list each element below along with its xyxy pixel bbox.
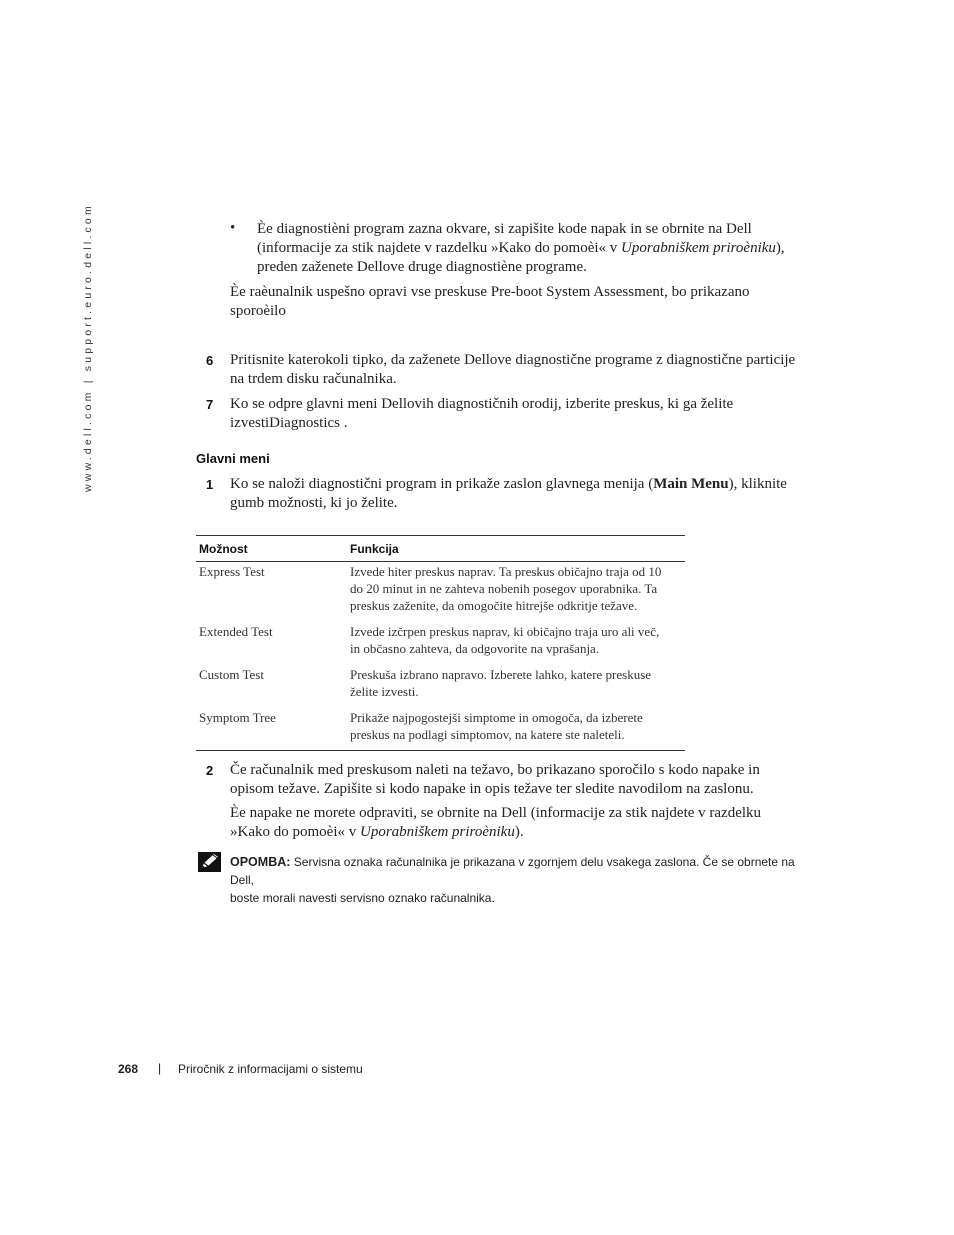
- column-header: Možnost: [199, 541, 248, 556]
- table-row: [196, 622, 685, 665]
- step-text: [230, 351, 830, 389]
- step-line: izvestiDiagnostics .: [230, 415, 348, 431]
- step-line: Pritisnite katerokoli tipko, da zaženete Dellove diagnostične programe z diagnostične particije: [230, 352, 796, 368]
- function-cell: Prikaže najpogostejši simptome in omogoča, da izberete preskus na podlagi simptomov, na katere ste naleteli.: [350, 710, 643, 742]
- note-pencil-icon: [198, 852, 221, 872]
- menu-name: Main Menu: [653, 476, 729, 492]
- footer-separator: |: [158, 1061, 162, 1075]
- table-row: [196, 562, 685, 622]
- table-row: [196, 708, 685, 750]
- step-text: [230, 804, 820, 842]
- bullet-line: Èe diagnostièni program zazna okvare, si zapišite kode napak in se obrnite na Dell: [257, 221, 752, 237]
- step-line: »Kako do pomoèi« v Uporabniškem priroèniku).: [230, 824, 524, 840]
- function-cell: Izvede hiter preskus naprav. Ta preskus običajno traja od 10 do 20 minut in ne zahteva nobenih posegov uporabnika. Ta preskus zaženite, da omogočite hitrejše odkritje težave.: [350, 564, 662, 613]
- step-number: 2: [206, 763, 214, 778]
- note-block: [230, 853, 820, 907]
- step-line: Če računalnik med preskusom naleti na težavo, bo prikazano sporočilo s kodo napake in: [230, 762, 760, 778]
- bullet-text: [257, 220, 817, 277]
- paragraph-line: sporoèilo: [230, 303, 286, 319]
- option-cell: Symptom Tree: [199, 710, 276, 725]
- option-cell: Extended Test: [199, 624, 273, 639]
- option-cell: Express Test: [199, 564, 265, 579]
- step-line: Èe napake ne morete odpraviti, se obrnite na Dell (informacije za stik najdete v razdelku: [230, 805, 762, 821]
- page-footer: [118, 1061, 363, 1076]
- step-line: gumb možnosti, ki jo želite.: [230, 495, 398, 511]
- step-text: [230, 761, 820, 799]
- function-cell: Preskuša izbrano napravo. Izberete lahko, katere preskuse želite izvesti.: [350, 667, 652, 699]
- section-heading: Glavni meni: [196, 451, 270, 466]
- step-number: 7: [206, 397, 214, 412]
- step-number: 6: [206, 353, 214, 368]
- step-line: Ko se odpre glavni meni Dellovih diagnostičnih orodij, izberite preskus, ki ga želite: [230, 396, 734, 412]
- paragraph-line: Èe raèunalnik uspešno opravi vse preskuse Pre-boot System Assessment, bo prikazano: [230, 284, 750, 300]
- step-line: na trdem disku računalnika.: [230, 371, 397, 387]
- note-line: boste morali navesti servisno oznako računalnika.: [230, 891, 495, 905]
- step-line: opisom težave. Zapišite si kodo napake in opis težave ter sledite navodilom na zaslonu.: [230, 781, 754, 797]
- bullet-line: preden zaženete Dellove druge diagnostiène programe.: [257, 259, 587, 275]
- document-title: Priročnik z informacijami o sistemu: [178, 1062, 363, 1076]
- step-text: [230, 475, 820, 513]
- note-line: OPOMBA: Servisna oznaka računalnika je prikazana v zgornjem delu vsakega zaslona. Če se obrnete na Dell,: [230, 855, 795, 887]
- table-row: [196, 665, 685, 708]
- table-header: [196, 536, 685, 562]
- bullet-marker: •: [230, 220, 236, 236]
- options-table: [196, 535, 685, 751]
- result-paragraph: [230, 283, 820, 321]
- manual-title: Uporabniškem priroèniku: [621, 240, 776, 256]
- option-cell: Custom Test: [199, 667, 264, 682]
- page-number: 268: [118, 1062, 139, 1076]
- sidebar-url: www.dell.com | support.euro.dell.com: [82, 203, 94, 492]
- function-cell: Izvede izčrpen preskus naprav, ki običajno traja uro ali več, in občasno zahteva, da odgovorite na vprašanja.: [350, 624, 660, 656]
- bullet-line: (informacije za stik najdete v razdelku »Kako do pomoèi« v Uporabniškem priroèniku),: [257, 240, 785, 256]
- step-text: [230, 395, 820, 433]
- note-label: OPOMBA:: [230, 855, 291, 869]
- step-number: 1: [206, 477, 214, 492]
- step-line: Ko se naloži diagnostični program in prikaže zaslon glavnega menija (Main Menu), kliknite: [230, 476, 787, 492]
- column-header: Funkcija: [350, 541, 399, 556]
- manual-title: Uporabniškem priroèniku: [359, 824, 515, 840]
